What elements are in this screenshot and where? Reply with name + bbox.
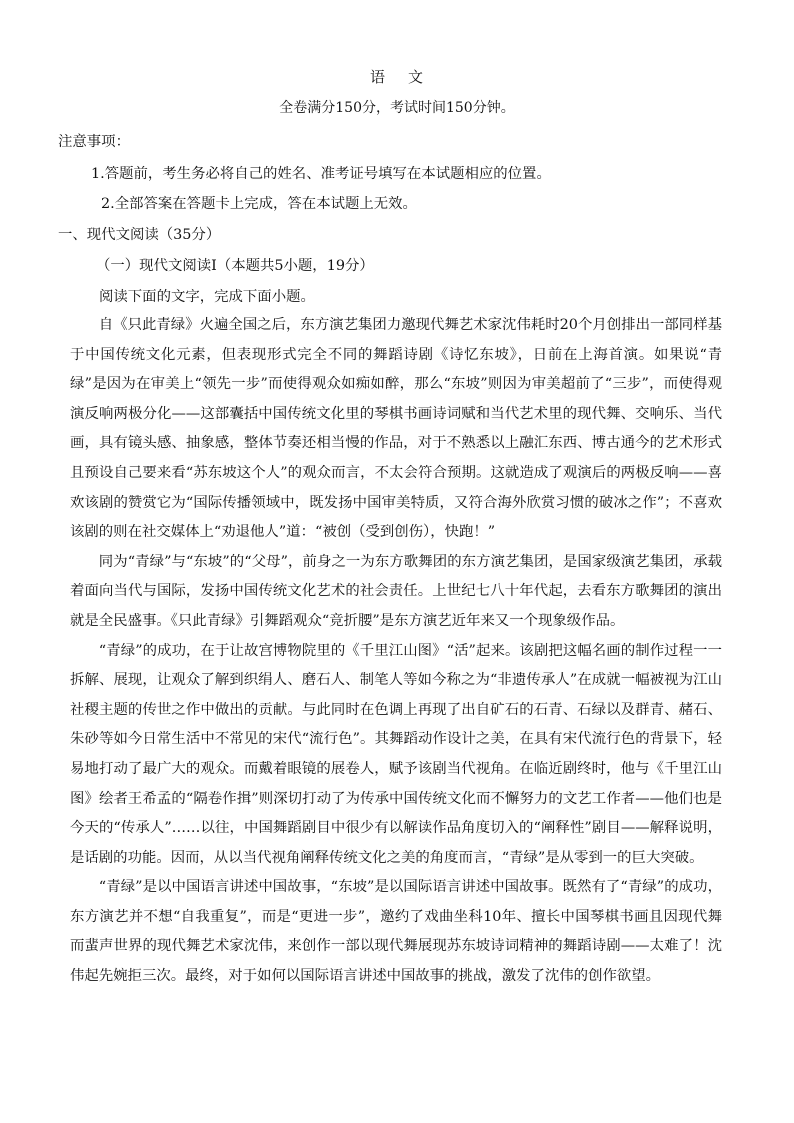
notes-item-1: 1.答题前，考生务必将自己的姓名、准考证号填写在本试题相应的位置。 — [91, 166, 551, 182]
page-title — [0, 66, 794, 87]
passage-paragraph-2: 同为“青绿”与“东坡”的“父母”，前身之一为东方歌舞团的东方演艺集团，是国家级演艺集团，承载着面向当代与国际，发扬中国传统文化艺术的社会责任。上世纪七八十年代起，去看东方歌舞团的演出就是全民盛事。《只此青绿》引舞蹈观众“竞折腰”是东方演艺近年来又一个现象级作品。 — [70, 553, 722, 629]
exam-subtitle: 全卷满分150分，考试时间150分钟。 — [279, 100, 515, 116]
subsection-heading: （一）现代文阅读Ⅰ（本题共5小题，19分） — [96, 258, 374, 274]
title-char-2: 文 — [408, 68, 425, 86]
notes-item-2: 2.全部答案在答题卡上完成，答在本试题上无效。 — [101, 196, 417, 212]
notes-heading: 注意事项： — [58, 134, 130, 150]
reading-passage — [70, 311, 722, 992]
passage-paragraph-1: 自《只此青绿》火遍全国之后，东方演艺集团力邀现代舞艺术家沈伟耗时20个月创排出一部同样基于中国传统文化元素，但表现形式完全不同的舞蹈诗剧《诗忆东坡》，日前在上海首演。如果说“青绿”是因为在审美上“领先一步”而使得观众如痴如醉，那么“东坡”则因为审美超前了“三步”，而使得观演反响两极分化——这部囊括中国传统文化里的琴棋书画诗词赋和当代艺术里的现代舞、交响乐、当代画，具有镜头感、抽象感，整体节奏还相当慢的作品，对于不熟悉以上融汇东西、博古通今的艺术形式且预设自己要来看“苏东坡这个人”的观众而言，不太会符合预期。这就造成了观演后的两极反响——喜欢该剧的赞赏它为“国际传播领域中，既发扬中国审美特质，又符合海外欣赏习惯的破冰之作”；不喜欢该剧的则在社交媒体上“劝退他人”道：“被创（受到创伤），快跑！” — [70, 317, 722, 541]
section-heading: 一、现代文阅读（35分） — [58, 227, 221, 243]
reading-instruction: 阅读下面的文字，完成下面小题。 — [99, 289, 315, 305]
passage-paragraph-3: “青绿”的成功，在于让故宫博物院里的《千里江山图》“活”起来。该剧把这幅名画的制作过程一一拆解、展现，让观众了解到织绢人、磨石人、制笔人等如今称之为“非遗传承人”在成就一幅被视为江山社稷主题的传世之作中做出的贡献。与此同时在色调上再现了出自矿石的石青、石绿以及群青、赭石、朱砂等如今日常生活中不常见的宋代“流行色”。其舞蹈动作设计之美，在具有宋代流行色的背景下，轻易地打动了最广大的观众。而戴着眼镜的展卷人，赋予该剧当代视角。在临近剧终时，他与《千里江山图》绘者王希孟的“隔卷作揖”则深切打动了为传承中国传统文化而不懈努力的文艺工作者——他们也是今天的“传承人”……以往，中国舞蹈剧目中很少有以解读作品角度切入的“阐释性”剧目——解释说明，是话剧的功能。因而，从以当代视角阐释传统文化之美的角度而言，“青绿”是从零到一的巨大突破。 — [70, 642, 722, 866]
title-char-1: 语 — [369, 68, 386, 86]
passage-paragraph-4: “青绿”是以中国语言讲述中国故事，“东坡”是以国际语言讲述中国故事。既然有了“青绿”的成功，东方演艺并不想“自我重复”，而是“更进一步”，邀约了戏曲坐科10年、擅长中国琴棋书画且因现代舞而蜚声世界的现代舞艺术家沈伟，来创作一部以现代舞展现苏东坡诗词精神的舞蹈诗剧——太难了！沈伟起先婉拒三次。最终，对于如何以国际语言讲述中国故事的挑战，激发了沈伟的创作欲望。 — [70, 879, 722, 985]
